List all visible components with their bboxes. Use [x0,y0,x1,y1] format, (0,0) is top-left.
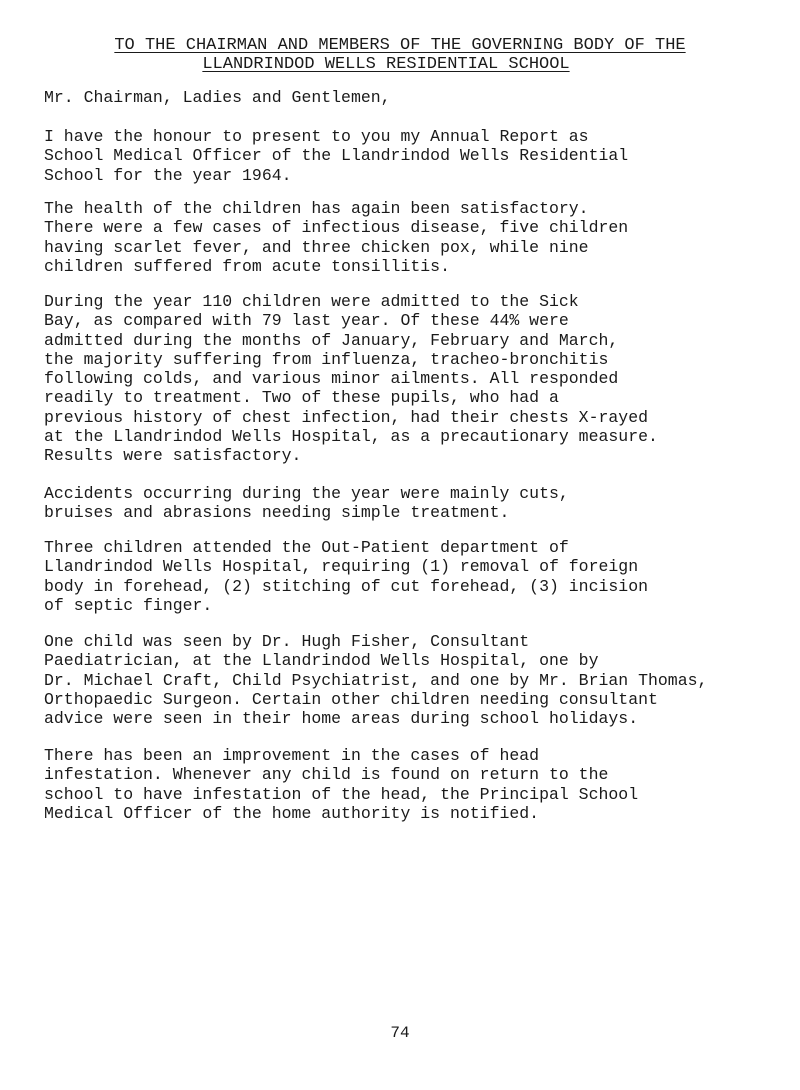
salutation: Mr. Chairman, Ladies and Gentlemen, [44,88,391,107]
report-title-line-2: LLANDRINDOD WELLS RESIDENTIAL SCHOOL [202,55,570,74]
paragraph-out-patient: Three children attended the Out-Patient department of Llandrindod Wells Hospital, requiring (1) removal of foreign body in forehead, (2) stitching of cut forehead, (3) incision of septic finger. [44,538,648,615]
report-title-line-1: TO THE CHAIRMAN AND MEMBERS OF THE GOVERNING BODY OF THE [114,36,686,55]
paragraph-head-infestation: There has been an improvement in the cases of head infestation. Whenever any child is found on return to the school to have infestation of the head, the Principal School Medical Officer of the home authority is notified. [44,746,639,823]
paragraph-health: The health of the children has again been satisfactory. There were a few cases of infectious disease, five children having scarlet fever, and three chicken pox, while nine children suffered from acute tonsillitis. [44,199,629,276]
page-number: 74 [390,1024,410,1042]
paragraph-consultants: One child was seen by Dr. Hugh Fisher, Consultant Paediatrician, at the Llandrindod Wells Hospital, one by Dr. Michael Craft, Child Psychiatrist, and one by Mr. Brian Thomas, Orthopaedic Surgeon. Certain other children needing consultant advice were seen in their home areas during school holidays. [44,632,708,729]
paragraph-sick-bay: During the year 110 children were admitted to the Sick Bay, as compared with 79 last year. Of these 44% were admitted during the months of January, February and March, the majority suffering from influenza, tracheo-bronchitis following colds, and various minor ailments. All responded readily to treatment. Two of these pupils, who had a previous history of chest infection, had their chests X-rayed at the Llandrindod Wells Hospital, as a precautionary measure. Results were satisfactory. [44,292,658,466]
paragraph-annual-report: I have the honour to present to you my Annual Report as School Medical Officer of the Llandrindod Wells Residential School for the year 1964. [44,127,629,185]
paragraph-accidents: Accidents occurring during the year were mainly cuts, bruises and abrasions needing simple treatment. [44,484,569,523]
